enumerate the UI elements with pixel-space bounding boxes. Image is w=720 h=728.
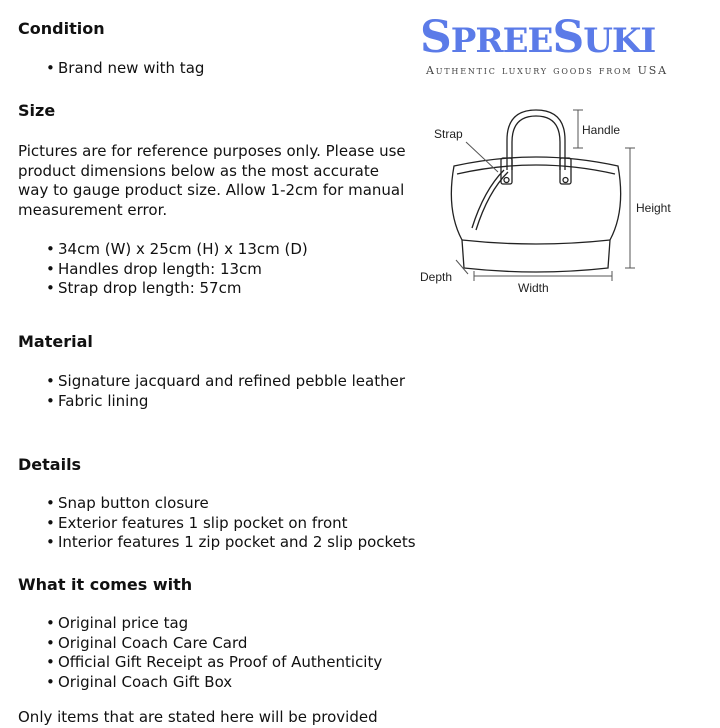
height-label: Height — [636, 201, 671, 215]
comes-with-heading: What it comes with — [18, 575, 193, 594]
list-item: • Brand new with tag — [46, 59, 204, 79]
width-label: Width — [518, 281, 549, 295]
footer-cutoff-text: Only items that are stated here will be provided — [18, 708, 378, 726]
list-item: • 34cm (W) x 25cm (H) x 13cm (D) — [46, 240, 308, 260]
brand-tagline: Authentic luxury goods from USA — [426, 64, 668, 77]
condition-list — [18, 59, 204, 79]
brand-logo — [420, 12, 716, 77]
handle-inner-icon — [512, 116, 560, 170]
list-item: • Official Gift Receipt as Proof of Authenticity — [46, 653, 382, 673]
list-item: • Strap drop length: 57cm — [46, 279, 308, 299]
list-item: • Original Coach Gift Box — [46, 673, 382, 693]
depth-label: Depth — [420, 270, 453, 284]
condition-heading: Condition — [18, 19, 105, 38]
list-item: • Fabric lining — [46, 392, 405, 412]
comes-with-list — [18, 614, 382, 692]
size-heading: Size — [18, 101, 56, 120]
bag-dimension-diagram — [412, 100, 712, 300]
details-heading: Details — [18, 455, 82, 474]
list-item: • Original price tag — [46, 614, 382, 634]
material-list — [18, 372, 405, 411]
list-item: • Signature jacquard and refined pebble leather — [46, 372, 405, 392]
list-item: • Exterior features 1 slip pocket on front — [46, 514, 416, 534]
list-item: • Snap button closure — [46, 494, 416, 514]
size-list — [18, 240, 308, 299]
details-list — [18, 494, 416, 553]
brand-name: SPREESUKI — [420, 12, 656, 63]
material-heading: Material — [18, 332, 93, 351]
list-item: • Interior features 1 zip pocket and 2 slip pockets — [46, 533, 416, 553]
handle-label: Handle — [582, 123, 621, 137]
size-note: Pictures are for reference purposes only. Please use product dimensions below as the most accurate way to gauge product size. Allow 1-2cm for manual measurement error. — [18, 142, 406, 219]
strap-label: Strap — [434, 127, 463, 141]
list-item: • Original Coach Care Card — [46, 634, 382, 654]
handle-outer-icon — [507, 110, 565, 170]
list-item: • Handles drop length: 13cm — [46, 260, 308, 280]
